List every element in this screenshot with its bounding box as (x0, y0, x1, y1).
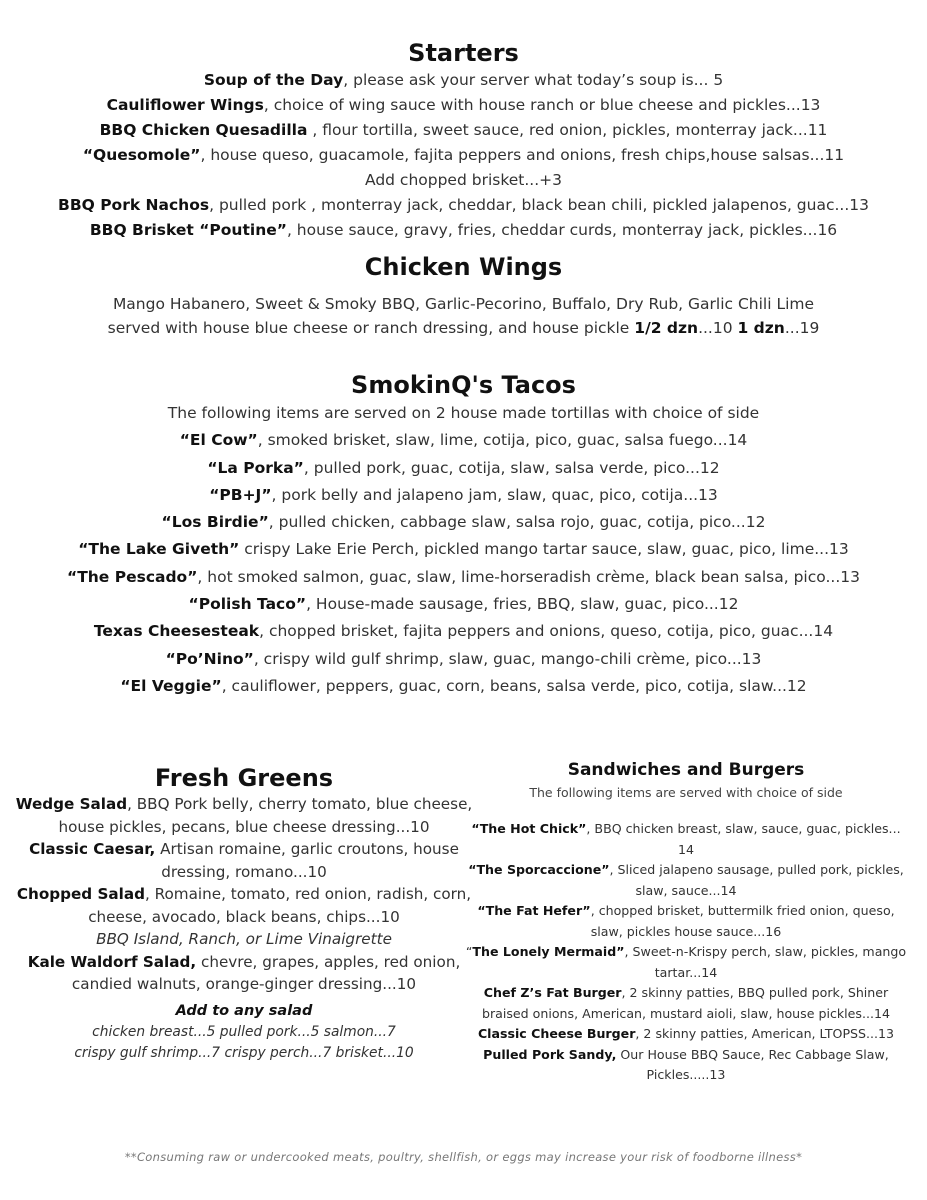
menu-item (0, 118, 927, 143)
item-name: “El Veggie” (120, 676, 222, 695)
item-quote-prefix: “ (465, 944, 473, 959)
item-description: , Romaine, tomato, red onion, radish, corn, cheese, avocado, black beans, chips...10 (88, 885, 472, 926)
item-description: , pulled chicken, cabbage slaw, salsa rojo, guac, cotija, pico...12 (268, 513, 766, 532)
greens-heading: Fresh Greens (154, 764, 334, 792)
item-name: Classic Caesar, (29, 840, 156, 858)
wing-flavors: Mango Habanero, Sweet & Smoky BBQ, Garlic-Pecorino, Buffalo, Dry Rub, Garlic Chili Lime (112, 295, 815, 313)
item-description: , house sauce, gravy, fries, cheddar curds, monterray jack, pickles...16 (286, 221, 838, 239)
item-description: , hot smoked salmon, guac, slaw, lime-horseradish crème, black bean salsa, pico...13 (197, 567, 860, 586)
item-name: Kale Waldorf Salad, (27, 952, 197, 971)
item-name: Cauliflower Wings (106, 96, 264, 114)
sandwiches-burgers-section (462, 756, 910, 1086)
menu-item (10, 951, 478, 996)
tacos-section (0, 370, 927, 700)
item-description: Add chopped brisket...+3 (364, 171, 562, 189)
item-description: , Sweet-n-Krispy perch, slaw, pickles, mango tartar...14 (624, 944, 907, 980)
item-description: Our House BBQ Sauce, Rec Cabbage Slaw, Pickles.....13 (616, 1046, 889, 1082)
item-name: “The Pescado” (67, 567, 198, 586)
item-name: “Polish Taco” (188, 595, 307, 614)
wing-served-text: served with house blue cheese or ranch dressing, and house pickle (107, 319, 635, 337)
item-name: “Los Birdie” (161, 513, 269, 532)
add-to-salad-heading: Add to any salad (175, 1002, 313, 1019)
item-name: “Po’Nino” (165, 649, 254, 668)
menu-item (462, 942, 910, 983)
item-description: BBQ Island, Ranch, or Lime Vinaigrette (96, 930, 392, 948)
menu-item (10, 883, 478, 928)
menu-item (0, 218, 927, 243)
menu-item (0, 68, 927, 93)
item-name: “The Fat Hefer” (477, 903, 591, 918)
menu-item (462, 1024, 910, 1045)
sandwiches-subtitle: The following items are served with choice of side (529, 785, 843, 800)
item-description: , flour tortilla, sweet sauce, red onion, pickles, monterray jack...11 (307, 121, 828, 139)
salad-addons-line: chicken breast...5 pulled pork...5 salmon...7 (92, 1023, 396, 1040)
starters-section (0, 38, 927, 243)
item-name: The Lonely Mermaid” (472, 944, 625, 959)
menu-item (462, 1045, 910, 1086)
item-description: , BBQ Pork belly, cherry tomato, blue cheese, house pickles, pecans, blue cheese dressing...10 (58, 795, 473, 836)
menu-item (0, 618, 927, 645)
menu-item-addon (0, 168, 927, 193)
half-dozen-price: ...10 (698, 319, 738, 337)
item-description: , cauliflower, peppers, guac, corn, beans, salsa verde, pico, cotija, slaw...12 (221, 676, 807, 695)
item-description: , please ask your server what today’s soup is... 5 (343, 71, 724, 89)
item-name: Classic Cheese Burger (477, 1026, 636, 1041)
item-name: “El Cow” (179, 431, 258, 450)
item-name: Wedge Salad (15, 795, 128, 813)
menu-item (462, 901, 910, 942)
item-name: Chopped Salad (16, 885, 145, 903)
tacos-intro: The following items are served on 2 house made tortillas with choice of side (167, 404, 760, 422)
item-name: Pulled Pork Sandy, (483, 1046, 617, 1062)
item-description: Artisan romaine, garlic croutons, house dressing, romano...10 (155, 840, 459, 881)
item-description: , crispy wild gulf shrimp, slaw, guac, mango-chili crème, pico...13 (253, 649, 762, 668)
menu-item (0, 591, 927, 618)
menu-item (0, 673, 927, 700)
item-description: chevre, grapes, apples, red onion, candied walnuts, orange-ginger dressing...10 (71, 952, 461, 993)
fresh-greens-section (10, 763, 478, 1064)
menu-item (0, 482, 927, 509)
item-description: , House-made sausage, fries, BBQ, slaw, guac, pico...12 (306, 595, 739, 614)
item-name: BBQ Chicken Quesadilla (99, 121, 308, 139)
item-description: , choice of wing sauce with house ranch or blue cheese and pickles...13 (263, 96, 821, 114)
starters-heading: Starters (408, 39, 519, 67)
item-name: “The Lake Giveth” (78, 540, 240, 559)
item-description: , 2 skinny patties, BBQ pulled pork, Shiner braised onions, American, mustard aioli, slaw, house pickles...14 (481, 985, 891, 1021)
item-description: , house queso, guacamole, fajita peppers and onions, fresh chips,house salsas...11 (200, 146, 845, 164)
menu-item (0, 646, 927, 673)
item-name: “La Porka” (207, 458, 304, 477)
sandwiches-heading: Sandwiches and Burgers (567, 760, 805, 780)
item-description: , pulled pork, guac, cotija, slaw, salsa verde, pico...12 (303, 458, 720, 477)
chicken-wings-section (0, 252, 927, 340)
menu-item (0, 455, 927, 482)
wings-body (0, 292, 927, 340)
item-description: , smoked brisket, slaw, lime, cotija, pico, guac, salsa fuego...14 (257, 431, 748, 450)
tacos-heading: SmokinQ's Tacos (351, 371, 576, 399)
dozen-label: 1 dzn (737, 319, 785, 337)
item-description: , pulled pork , monterray jack, cheddar, black bean chili, pickled jalapenos, guac...13 (209, 196, 869, 214)
item-description: , chopped brisket, buttermilk fried onion, queso, slaw, pickles house sauce...16 (590, 903, 895, 939)
item-name: “The Sporcaccione” (468, 862, 610, 877)
item-description: , Sliced jalapeno sausage, pulled pork, pickles, slaw, sauce...14 (609, 862, 904, 898)
item-description: crispy Lake Erie Perch, pickled mango tartar sauce, slaw, guac, pico, lime...13 (239, 540, 849, 559)
menu-item (0, 93, 927, 118)
dozen-price: ...19 (784, 319, 820, 337)
item-description: , 2 skinny patties, American, LTOPSS...13 (635, 1026, 895, 1041)
menu-item (10, 838, 478, 883)
food-safety-disclaimer: **Consuming raw or undercooked meats, poultry, shellfish, or eggs may increase your risk of foodborne illness* (124, 1150, 803, 1164)
menu-item (10, 793, 478, 838)
menu-item (0, 536, 927, 563)
item-name: BBQ Brisket “Poutine” (89, 221, 287, 239)
menu-item (462, 983, 910, 1024)
menu-item (0, 143, 927, 168)
half-dozen-label: 1/2 dzn (634, 319, 699, 337)
wings-heading: Chicken Wings (364, 253, 563, 281)
item-name: Soup of the Day (203, 71, 344, 89)
item-name: “PB+J” (209, 485, 272, 504)
dressing-options (10, 928, 478, 951)
item-name: Texas Cheesesteak (93, 622, 260, 641)
item-name: “The Hot Chick” (471, 821, 587, 836)
menu-item (0, 427, 927, 454)
menu-item (0, 509, 927, 536)
item-description: , pork belly and jalapeno jam, slaw, quac, pico, cotija...13 (271, 485, 718, 504)
item-description: , BBQ chicken breast, slaw, sauce, guac, pickles... 14 (586, 821, 901, 857)
menu-item (0, 564, 927, 591)
item-name: Chef Z’s Fat Burger (483, 985, 622, 1000)
item-name: BBQ Pork Nachos (58, 196, 210, 214)
menu-item (462, 860, 910, 901)
wing-serving (0, 316, 927, 340)
menu-item (0, 193, 927, 218)
menu-item (462, 819, 910, 860)
item-description: , chopped brisket, fajita peppers and onions, queso, cotija, pico, guac...14 (259, 622, 834, 641)
item-name: “Quesomole” (82, 146, 201, 164)
salad-addons-line: crispy gulf shrimp...7 crispy perch...7 brisket...10 (74, 1044, 414, 1061)
